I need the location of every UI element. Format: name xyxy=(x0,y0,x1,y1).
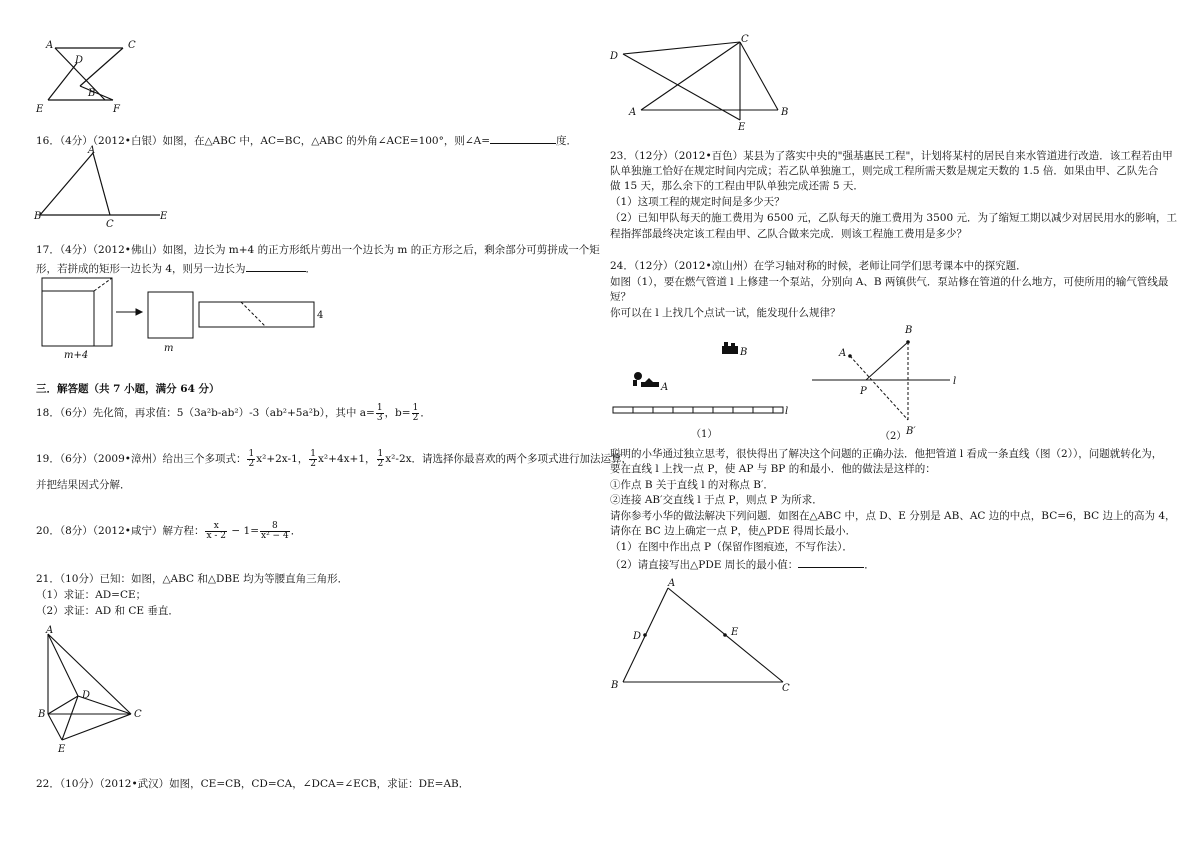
answer-blank xyxy=(246,261,306,272)
label-E: E xyxy=(160,211,168,222)
label-E: E xyxy=(738,122,746,133)
q21-line3: （2）求证：AD 和 CE 垂直． xyxy=(36,605,179,617)
label-C: C xyxy=(134,709,142,720)
label-B: B xyxy=(38,709,46,720)
q24-line6: 要在直线 l 上找一点 P，使 AP 与 BP 的和最小．他的做法是这样的： xyxy=(610,463,936,475)
fraction-half: $\frac{1}{2}$ xyxy=(248,448,255,469)
question-19 xyxy=(36,448,632,470)
label-B-prime: B′ xyxy=(906,426,916,437)
label-D: D xyxy=(633,631,642,642)
fraction-b: $\frac{1}{2}$ xyxy=(412,402,419,423)
question-20 xyxy=(36,518,301,544)
label-A: A xyxy=(629,107,637,118)
figure-q22 xyxy=(605,34,805,134)
label-C: C xyxy=(741,34,749,45)
label-E: E xyxy=(731,627,739,638)
q24-line12 xyxy=(610,557,875,572)
q23-line3: 做 15 天，那么余下的工程由甲队单独完成还需 5 天． xyxy=(610,180,864,192)
section-3-heading: 三．解答题（共 7 小题，满分 64 分） xyxy=(36,383,220,395)
q24-line8: ②连接 AB′交直线 l 于点 P，则点 P 为所求． xyxy=(610,494,823,506)
q24-line11: （1）在图中作出点 P（保留作图痕迹，不写作法）． xyxy=(610,541,853,553)
q19-line2: 并把结果因式分解． xyxy=(36,479,131,491)
figure-q24-3 xyxy=(605,572,805,697)
q24-line12-text: （2）请直接写出△PDE 周长的最小值： xyxy=(610,559,799,571)
town-b-icon xyxy=(722,342,738,354)
q21-line1: 21．（10分）已知：如图，△ABC 和△DBE 均为等腰直角三角形． xyxy=(36,573,349,585)
answer-blank xyxy=(798,557,864,568)
q19-term3: x²-2x．请选择你最喜欢的两个多项式进行加法运算， xyxy=(385,453,633,465)
label-P: P xyxy=(860,386,867,397)
answer-blank xyxy=(490,133,556,144)
label-l: l xyxy=(953,376,957,387)
q23-line2: 队单独施工恰好在规定时间内完成；若乙队单独施工，则完成工程所需天数是规定天数的 1.5 倍．如果由甲、乙队先合 xyxy=(610,165,1159,177)
label-C: C xyxy=(106,219,114,230)
q23-line6: 程指挥部最终决定该工程由甲、乙队合做来完成．则该工程施工费用是多少？ xyxy=(610,228,967,240)
figure-q24-1 xyxy=(605,338,805,443)
caption-1: （1） xyxy=(691,429,718,440)
label-E: E xyxy=(36,104,44,115)
q23-line4: （1）这项工程的规定时间是多少天？ xyxy=(610,196,785,208)
q23-line1: 23．（12分）（2012•百色）某县为了落实中央的"强基惠民工程"，计划将某村的居民自来水管道进行改造．该工程若由甲 xyxy=(610,150,1173,162)
q24-line2: 如图（1），要在燃气管道 l 上修建一个泵站，分别向 A、B 两镇供气．泵站修在管道的什么地方，可使所用的输气管线最 xyxy=(610,276,1169,288)
q24-line4: 你可以在 l 上找几个点试一试，能发现什么规律？ xyxy=(610,307,841,319)
label-B: B xyxy=(740,347,748,358)
q17-text: 形，若拼成的矩形一边长为 4，则另一边长为 xyxy=(36,263,246,275)
fraction-half: $\frac{1}{2}$ xyxy=(377,448,384,469)
question-18 xyxy=(36,402,431,424)
q20-end: ． xyxy=(290,525,302,537)
q18-mid: ，b= xyxy=(384,407,411,419)
figure-q21 xyxy=(34,624,154,756)
label-A: A xyxy=(661,382,669,393)
label-B: B xyxy=(611,680,619,691)
q21-line2: （1）求证：AD=CE； xyxy=(36,589,147,601)
label-D: D xyxy=(610,51,619,62)
town-a-icon xyxy=(633,372,659,387)
fraction-2: $\frac{8}{\text{x² − 4}}$ xyxy=(261,520,289,541)
q18-end: ． xyxy=(420,407,431,419)
fraction-1: $\frac{x}{x - 2}$ xyxy=(206,520,227,541)
label-4: 4 xyxy=(317,310,324,321)
q18-text: 18．（6分）先化简，再求值：5（3a²b-ab²）-3（ab²+5a²b），其中 a= xyxy=(36,407,375,419)
q20-mid: − 1= xyxy=(228,525,259,537)
caption-2: （2） xyxy=(880,431,907,442)
label-A: A xyxy=(46,40,54,51)
q24-line7: ①作点 B 关于直线 l 的对称点 B′． xyxy=(610,479,774,491)
label-E: E xyxy=(58,744,66,755)
q20-text: 20．（8分）（2012•咸宁）解方程： xyxy=(36,525,205,537)
fraction-a: $\frac{1}{3}$ xyxy=(376,402,383,423)
q17-end: ． xyxy=(305,263,317,275)
label-A: A xyxy=(88,145,96,156)
label-B: B xyxy=(905,325,913,336)
label-B: B xyxy=(781,107,789,118)
label-B: B xyxy=(88,88,96,99)
label-A: A xyxy=(839,348,847,359)
label-D: D xyxy=(75,55,84,66)
q23-line5: （2）已知甲队每天的施工费用为 6500 元，乙队每天的施工费用为 3500 元．为了缩短工期以减少对居民用水的影响，工 xyxy=(610,212,1177,224)
figure-q15 xyxy=(30,36,150,116)
question-22: 22．（10分）（2012•武汉）如图，CE=CB，CD=CA，∠DCA=∠ECB，求证：DE=AB． xyxy=(36,778,470,790)
figure-q16 xyxy=(30,145,180,230)
label-A: A xyxy=(46,625,54,636)
label-l: l xyxy=(785,406,789,417)
q16-unit: 度． xyxy=(556,135,578,147)
q19-term1: x²+2x-1， xyxy=(256,453,309,465)
q17-line1: 17．（4分）（2012•佛山）如图，边长为 m+4 的正方形纸片剪出一个边长为 m 的正方形之后，剩余部分可剪拼成一个矩 xyxy=(36,244,600,256)
label-m: m xyxy=(164,343,174,354)
q19-text: 19．（6分）（2009•漳州）给出三个多项式： xyxy=(36,453,247,465)
fraction-half: $\frac{1}{2}$ xyxy=(310,448,317,469)
label-D: D xyxy=(82,690,91,701)
q24-line1: 24．（12分）（2012•凉山州）在学习轴对称的时候，老师让同学们思考课本中的探究题． xyxy=(610,260,1027,272)
label-C: C xyxy=(128,40,136,51)
figure-q24-2 xyxy=(808,322,968,444)
q24-line3: 短？ xyxy=(610,291,631,303)
q24-line5: 聪明的小华通过独立思考，很快得出了解决这个问题的正确办法．他把管道 l 看成一条直线（图（2）），问题就转化为， xyxy=(610,448,1163,460)
q16-text: 16．（4分）（2012•白银）如图，在△ABC 中，AC=BC，△ABC 的外角∠ACE=100°，则∠A= xyxy=(36,135,491,147)
q24-line10: 请你在 BC 边上确定一点 P，使△PDE 得周长最小． xyxy=(610,525,857,537)
q24-line12-end: ． xyxy=(864,559,875,571)
q19-term2: x²+4x+1， xyxy=(318,453,376,465)
label-F: F xyxy=(113,104,120,115)
figure-q17 xyxy=(36,274,336,360)
q24-line9: 请你参考小华的做法解决下列问题．如图在△ABC 中，点 D、E 分别是 AB、AC 边的中点，BC=6，BC 边上的高为 4， xyxy=(610,510,1176,522)
label-C: C xyxy=(782,683,790,694)
label-m4: m+4 xyxy=(64,350,89,360)
label-A: A xyxy=(668,578,676,589)
label-B: B xyxy=(34,211,42,222)
